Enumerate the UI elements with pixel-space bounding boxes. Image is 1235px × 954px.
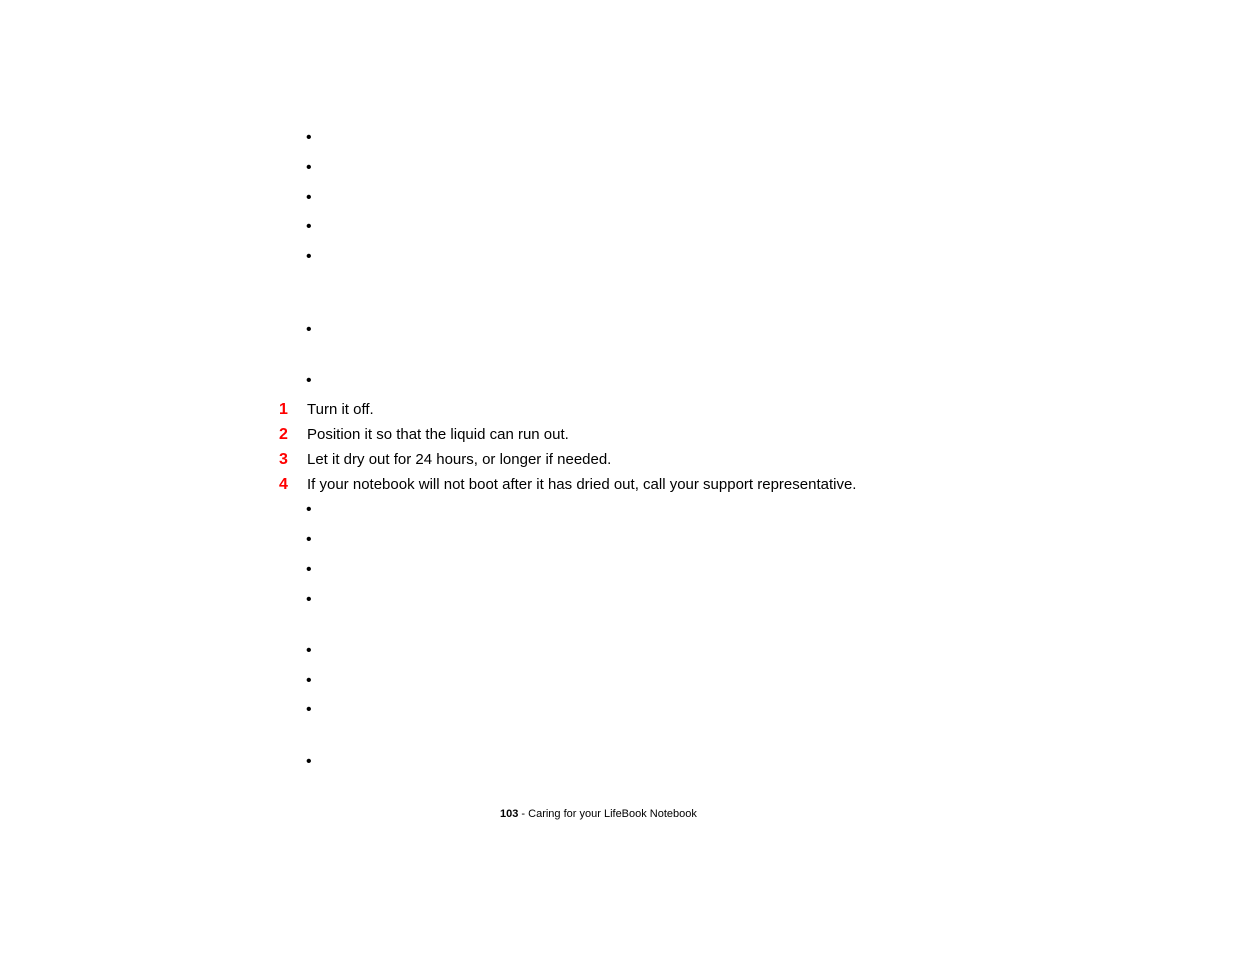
list-bullet: • [306,561,312,578]
list-bullet: • [306,248,312,265]
list-bullet: • [306,129,312,146]
list-bullet: • [306,372,312,389]
step-text: If your notebook will not boot after it has dried out, call your support representative. [307,476,857,493]
step-text: Let it dry out for 24 hours, or longer if needed. [307,451,612,468]
list-bullet: • [306,531,312,548]
list-bullet: • [306,159,312,176]
step-item [0,475,1235,495]
step-text: Position it so that the liquid can run out. [307,426,569,443]
list-bullet: • [306,189,312,206]
page-footer [500,806,697,822]
step-item [0,425,1235,445]
footer-title: Caring for your LifeBook Notebook [528,808,697,820]
list-bullet: • [306,501,312,518]
step-number: 2 [279,426,288,443]
list-bullet: • [306,642,312,659]
step-item [0,450,1235,470]
step-item [0,400,1235,420]
step-text: Turn it off. [307,401,374,418]
page-number: 103 [500,808,519,820]
footer-separator: - [518,808,529,820]
list-bullet: • [306,672,312,689]
list-bullet: • [306,591,312,608]
step-number: 4 [279,476,288,493]
step-number: 1 [279,401,288,418]
list-bullet: • [306,753,312,770]
list-bullet: • [306,218,312,235]
list-bullet: • [306,701,312,718]
list-bullet: • [306,321,312,338]
step-number: 3 [279,451,288,468]
